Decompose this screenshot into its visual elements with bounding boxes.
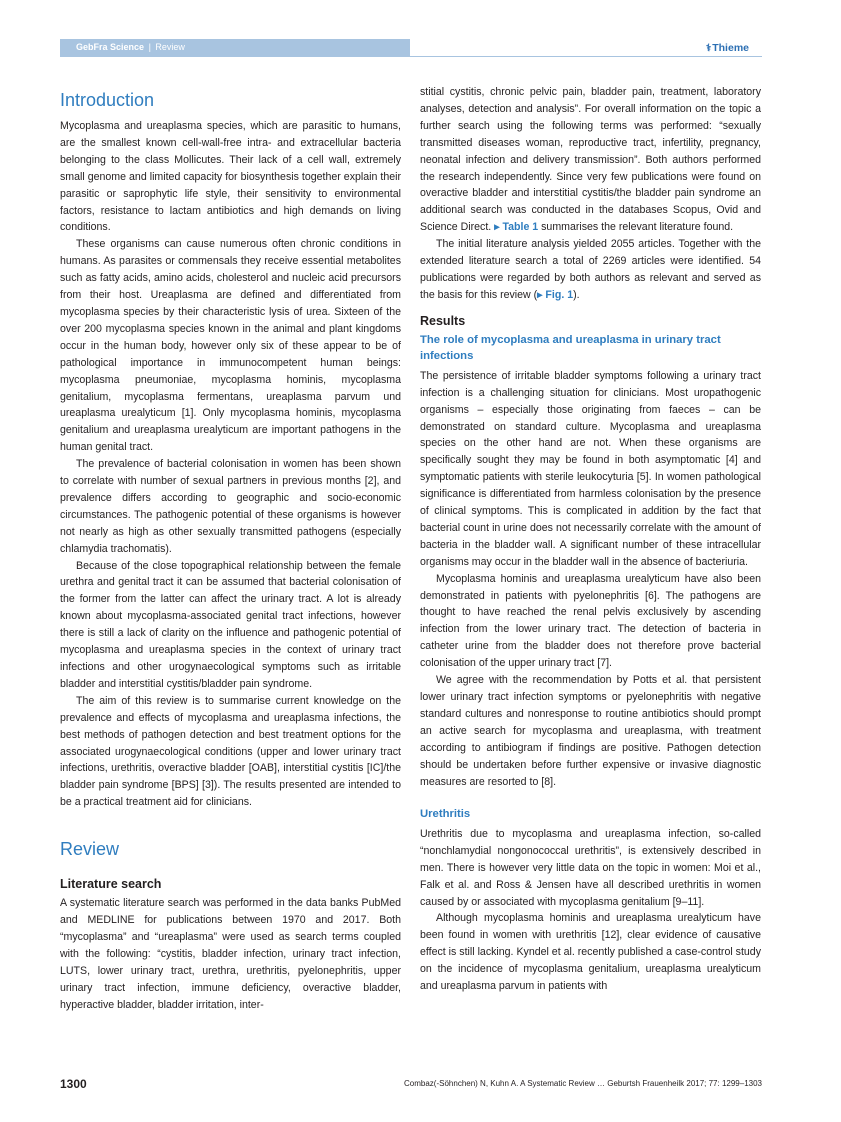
intro-paragraph-4: Because of the close topographical relationship between the female urethra and genital tract it can be assumed that bacterial colonisation of the former from the latter can affect the urinary tract. A lot is already known about mycoplasma-associated genital tract infections, however there is still a lack of clarity on the influence and pathogenic potential of mycoplasma and ureaplasma species in the context of urinary tract infections and other urogynaecological symptoms such as irritable bladder and interstitial cystitis/bladder pain syndrome. bbox=[60, 559, 401, 690]
review-heading: Review bbox=[60, 839, 120, 860]
literature-search-paragraph: A systematic literature search was performed in the data banks PubMed and MEDLINE for publications between 1970 and 2017. Both “mycoplasma” and “ureaplasma” were used as search terms coupled with the following: “cystitis, bladder infection, urinary tract infection, LUTS, lower urinary tract, urethra, urethritis, pyelonephritis, upper urinary tract infection, immune deficiency, overactive bladder, hyperactive bladder, bladder irritation, inter- bbox=[60, 897, 401, 1011]
publisher-name: Thieme bbox=[712, 42, 749, 54]
intro-paragraph-2: These organisms can cause numerous often chronic conditions in humans. As parasites or commensals they receive essential metabolites such as fatty acids, amino acids, cholesterol and nucleic acid precursors from their host. Ureaplasma are defined and differentiated from mycoplasma species by their characteristic lysis of urea. Sixteen of the over 200 mycoplasma species known in the animal and plant kingdoms occur in the human body, however only six of these appear to be of pathological importance in immunocompetent human beings: mycoplasma pneumoniae, mycoplasma hominis, mycoplasma genitalium, mycoplasma fermentans, ureaplasma parvum und ureaplasma urealyticum [1]. Only mycoplasma hominis, mycoplasma genitalium and ureaplasma urealyticum are important pathogens in the human genital tract. bbox=[60, 238, 401, 454]
journal-name: GebFra Science bbox=[76, 42, 145, 52]
introduction-heading: Introduction bbox=[60, 90, 155, 110]
literature-results-text: The initial literature analysis yielded 2055 articles. Together with the extended literature search a total of 2269 articles were identified. 54 publications were regarded by both authors as relevant and served as the basis for this review ( bbox=[420, 238, 761, 301]
section-label: Review bbox=[155, 42, 185, 52]
header-separator: | bbox=[148, 42, 151, 52]
header-rule bbox=[410, 56, 762, 57]
left-column bbox=[60, 84, 401, 1014]
page-number: 1300 bbox=[60, 1077, 87, 1091]
intro-paragraph-1: Mycoplasma and ureaplasma species, which are parasitic to humans, are the smallest known cell-wall-free intra- and extracellular bacteria belonging to the class Mollicutes. Their lack of a cell wall, extremely small genome and limited capacity for biosynthesis together explain their parasitic or saprophytic life style, their sensitivity to environmental factors, resistance to lactam antibiotics and high demands on living conditions. bbox=[60, 120, 401, 234]
journal-header-bar bbox=[60, 39, 410, 57]
publisher-logo bbox=[706, 42, 749, 54]
urethritis-paragraph-2: Although mycoplasma hominis and ureaplasma urealyticum have been found in women with urethritis [12], clear evidence of causative effect is still lacking. Kyndel et al. recently published a case-control study on the incidence of mycoplasma genitalium, ureaplasma urealyticum and ureaplasma parvum in patients with bbox=[420, 912, 761, 993]
results-paragraph-1: The persistence of irritable bladder symptoms following a urinary tract infection is a challenging situation for clinicians. Most uropathogenic organisms – especially those originating from faeces – can be demonstrated on standard culture. Mycoplasma and ureaplasma species on the other hand are not. When these organisms are specifically sought they may be found in both asymptomatic [4] and symptomatic patients with sterile leukocyturia [5]. In women pathological significance is differentiated from harmless colonisation by the presence of clinical symptoms. This is complicated in addition by the fact that bacterial count in urine does not necessarily correlate with the amount of bacteria in the bladder wall. A significant number of these intracellular organisms may occur in the bladder wall in the absence of bacteriuria. bbox=[420, 369, 761, 568]
literature-continued-text: stitial cystitis, chronic pelvic pain, bladder pain, treatment, laboratory analyses, detection and analysis”. For overall information on the topic a further search using the following terms was performed: “sexually transmitted diseases woman, reproductive tract, infertility, pregnancy, neonatal infection and delivery transmission”. Both authors performed the research independently. Since very few publications were found on overactive bladder and interstitial cystitis/the bladder pain syndrome an additional search was conducted in the databases Scopus, Ovid and Science Direct. bbox=[420, 86, 761, 234]
right-column bbox=[420, 84, 761, 995]
citation-line: Combaz(-Söhnchen) N, Kuhn A. A Systematic Review … Geburtsh Frauenheilk 2017; 77: 1299–1303 bbox=[404, 1079, 762, 1088]
fig-1-link[interactable]: ▸ Fig. 1 bbox=[537, 288, 574, 301]
urinary-tract-role-heading: The role of mycoplasma and ureaplasma in urinary tract infections bbox=[420, 333, 721, 363]
literature-results-paragraph bbox=[420, 236, 761, 304]
urethritis-paragraph-1: Urethritis due to mycoplasma and ureaplasma infection, so-called “nonchlamydial nongonococcal urethritis”, is extensively described in men. There is however very little data on the topic in women: Moi et al., Falk et al. and Ross & Jensen have all described urethritis in women caused by or associated with mycoplasma genitalium [9–11]. bbox=[420, 827, 761, 908]
table-1-link[interactable]: ▸ Table 1 bbox=[494, 221, 539, 234]
results-paragraph-3: We agree with the recommendation by Potts et al. that persistent lower urinary tract infection symptoms or pyelonephritis with negative standard cultures and nonresponse to routine antibiotics should prompt an active search for mycoplasma and ureaplasma, with treatment according to antibiogram if findings are positive. Pathogen detection should be undertaken before further expensive or invasive diagnostic measures are resorted to [8]. bbox=[420, 674, 761, 788]
literature-continued-paragraph bbox=[420, 84, 761, 236]
intro-paragraph-5: The aim of this review is to summarise current knowledge on the prevalence and effects of mycoplasma and ureaplasma infections, the best methods of pathogen detection and best treatment options for the associated urogynaecological conditions (upper and lower urinary tract infections, urethritis, overactive bladder [OAB], interstitial cystitis [IC]/the bladder pain syndrome [BPS] [3]). The results presented are intended to be a practical treatment aid for clinicians. bbox=[60, 694, 401, 809]
page-footer bbox=[60, 1077, 762, 1093]
thieme-logo-icon: ⚕ bbox=[705, 43, 712, 54]
literature-results-text-end: ). bbox=[573, 288, 580, 301]
results-paragraph-2: Mycoplasma hominis and ureaplasma urealyticum have also been demonstrated in patients with pyelonephritis [6]. The pathogens are thought to have reached the renal pelvis exclusively by ascending infection from the lower urinary tract. The detection of bacteria in catheter urine from the bladder does not therefore prove bacterial colonisation of the upper urinary tract [7]. bbox=[420, 572, 761, 670]
results-heading: Results bbox=[420, 313, 466, 328]
literature-search-heading: Literature search bbox=[60, 877, 162, 892]
intro-paragraph-3: The prevalence of bacterial colonisation in women has been shown to correlate with number of sexual partners in previous months [2], and prevalence differs according to geographic and socio-economic circumstances. The pathogenic potential of these organisms is however not nearly as high as other sexually transmitted pathogens (especially chlamydia trachomatis). bbox=[60, 458, 401, 555]
urethritis-heading: Urethritis bbox=[420, 808, 471, 821]
literature-continued-text-end: summarises the relevant literature found. bbox=[538, 221, 734, 234]
journal-label bbox=[76, 42, 185, 52]
